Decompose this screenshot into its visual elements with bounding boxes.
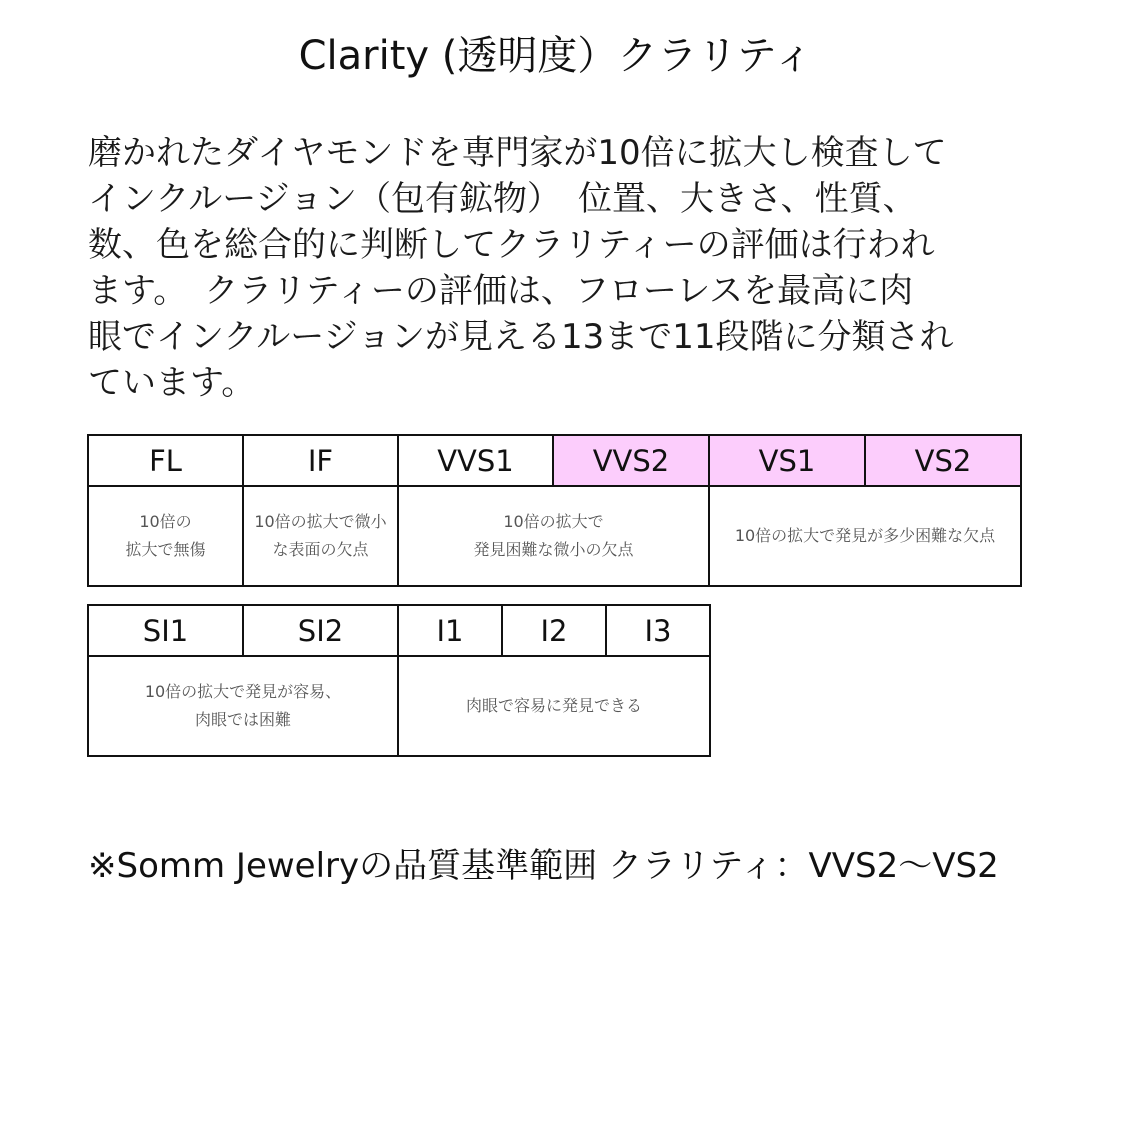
desc-si-line2: 肉眼では困難 bbox=[194, 710, 291, 729]
desc-si-line1: 10倍の拡大で発見が容易、 bbox=[144, 682, 342, 701]
desc-vvs bbox=[398, 486, 709, 586]
quality-standard-note: ※Somm Jewelryの品質基準範囲 クラリティ：VVS2〜VS2 bbox=[88, 846, 999, 886]
desc-fl-line1: 10倍の bbox=[139, 512, 192, 531]
grade-si2: SI2 bbox=[243, 605, 398, 656]
desc-i-line1: 肉眼で容易に発見できる bbox=[465, 696, 642, 715]
grade-i2: I2 bbox=[502, 605, 606, 656]
grade-i1: I1 bbox=[398, 605, 502, 656]
intro-paragraph: 磨かれたダイヤモンドを専門家が10倍に拡大し検査して インクルージョン（包有鉱物） 位置、大きさ、性質、 数、色を総合的に判断してクラリティーの評価は行われ ます。 クラリティーの評価は、フローレスを最高に肉 眼でインクルージョンが見える13まで11段階に分類され ています。 bbox=[88, 133, 954, 403]
grade-vs1: VS1 bbox=[709, 435, 865, 486]
grade-fl: FL bbox=[88, 435, 243, 486]
desc-vvs-line1: 10倍の拡大で bbox=[503, 512, 604, 531]
desc-vs bbox=[709, 486, 1021, 586]
desc-i bbox=[398, 656, 710, 756]
desc-si bbox=[88, 656, 398, 756]
grade-i3: I3 bbox=[606, 605, 710, 656]
desc-vvs-line2: 発見困難な微小の欠点 bbox=[473, 540, 634, 559]
grade-si1: SI1 bbox=[88, 605, 243, 656]
desc-if-line2: な表面の欠点 bbox=[272, 540, 369, 559]
grade-vs2: VS2 bbox=[865, 435, 1021, 486]
grade-vvs2: VVS2 bbox=[553, 435, 709, 486]
clarity-grade-table-2 bbox=[87, 604, 711, 757]
desc-fl-line2: 拡大で無傷 bbox=[125, 540, 206, 559]
desc-fl bbox=[88, 486, 243, 586]
page-title: Clarity (透明度）クラリティ bbox=[298, 33, 814, 79]
desc-if-line1: 10倍の拡大で微小 bbox=[254, 512, 387, 531]
grade-vvs1: VVS1 bbox=[398, 435, 553, 486]
desc-vs-line1: 10倍の拡大で発見が多少困難な欠点 bbox=[734, 526, 996, 545]
desc-if bbox=[243, 486, 398, 586]
grade-if: IF bbox=[243, 435, 398, 486]
clarity-grade-table-1 bbox=[87, 434, 1022, 587]
